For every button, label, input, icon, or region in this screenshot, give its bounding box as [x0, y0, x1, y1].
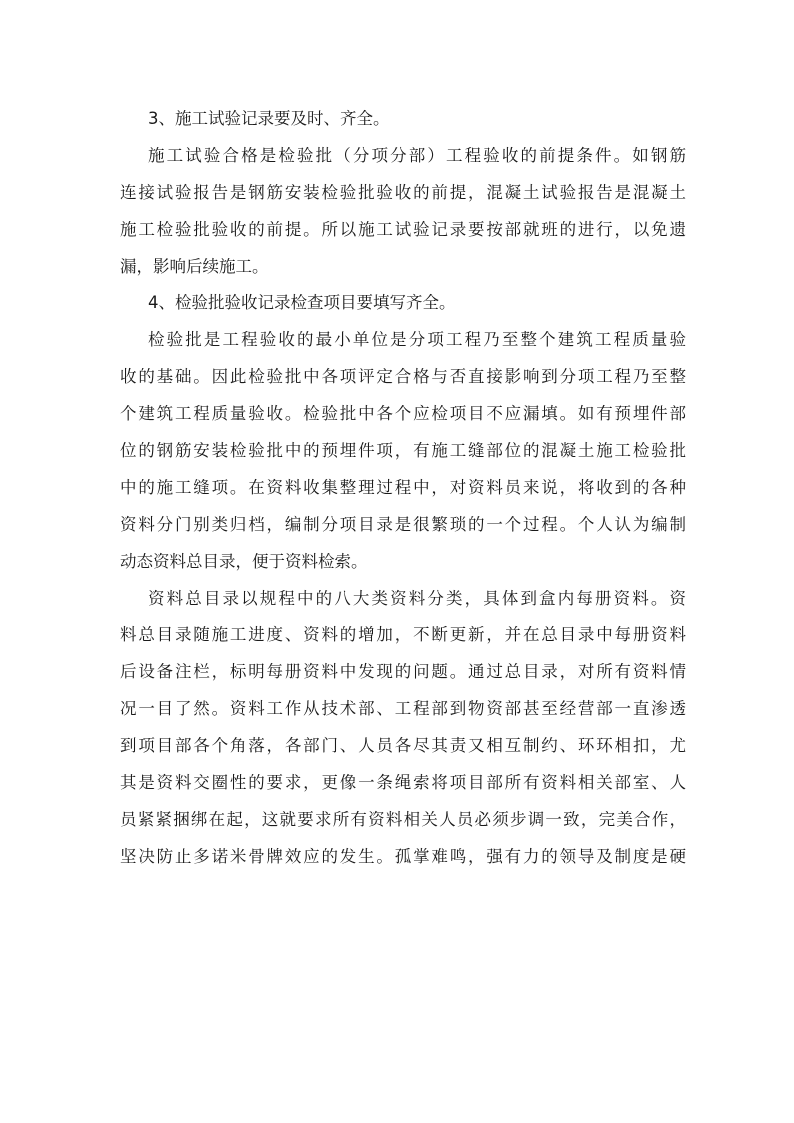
text-line: 3、施工试验记录要及时、齐全。: [148, 109, 390, 128]
text-line: 4、检验批验收记录检查项目要填写齐全。: [148, 293, 456, 313]
text-line: 员紧紧捆绑在起，这就要求所有资料相关人员必须步调一致，完美合作，: [120, 809, 686, 829]
text-line: 检验批是工程验收的最小单位是分项工程乃至整个建筑工程质量验: [148, 330, 686, 350]
text-line: 收的基础。因此检验批中各项评定合格与否直接影响到分项工程乃至整: [120, 367, 686, 387]
text-line: 连接试验报告是钢筋安装检验批验收的前提，混凝土试验报告是混凝土: [120, 182, 686, 202]
text-line: 后设备注栏，标明每册资料中发现的问题。通过总目录，对所有资料情: [120, 662, 686, 682]
text-line: 料总目录随施工进度、资料的增加，不断更新，并在总目录中每册资料: [120, 625, 686, 645]
text-line: 其是资料交圈性的要求，更像一条绳索将项目部所有资料相关部室、人: [120, 773, 686, 793]
text-line: 施工检验批验收的前提。所以施工试验记录要按部就班的进行，以免遗: [120, 219, 686, 239]
text-line: 位的钢筋安装检验批中的预埋件项，有施工缝部位的混凝土施工检验批: [120, 441, 686, 461]
text-line: 动态资料总目录，便于资料检索。: [120, 551, 368, 571]
text-line: 个建筑工程质量验收。检验批中各个应检项目不应漏填。如有预埋件部: [120, 404, 686, 424]
text-line: 资料分门别类归档，编制分项目录是很繁琐的一个过程。个人认为编制: [120, 514, 686, 534]
text-line: 漏，影响后续施工。: [120, 256, 269, 276]
text-line: 资料总目录以规程中的八大类资料分类，具体到盒内每册资料。资: [148, 588, 686, 608]
text-line: 中的施工缝项。在资料收集整理过程中，对资料员来说，将收到的各种: [120, 477, 686, 497]
document-body: [120, 101, 686, 876]
text-line: 况一目了然。资料工作从技术部、工程部到物资部甚至经营部一直渗透: [120, 699, 686, 719]
text-line: 施工试验合格是检验批（分项分部）工程验收的前提条件。如钢筋: [148, 145, 686, 165]
text-line: 到项目部各个角落，各部门、人员各尽其责又相互制约、环环相扣，尤: [120, 736, 686, 756]
text-line: 坚决防止多诺米骨牌效应的发生。孤掌难鸣，强有力的领导及制度是硬: [120, 846, 686, 866]
